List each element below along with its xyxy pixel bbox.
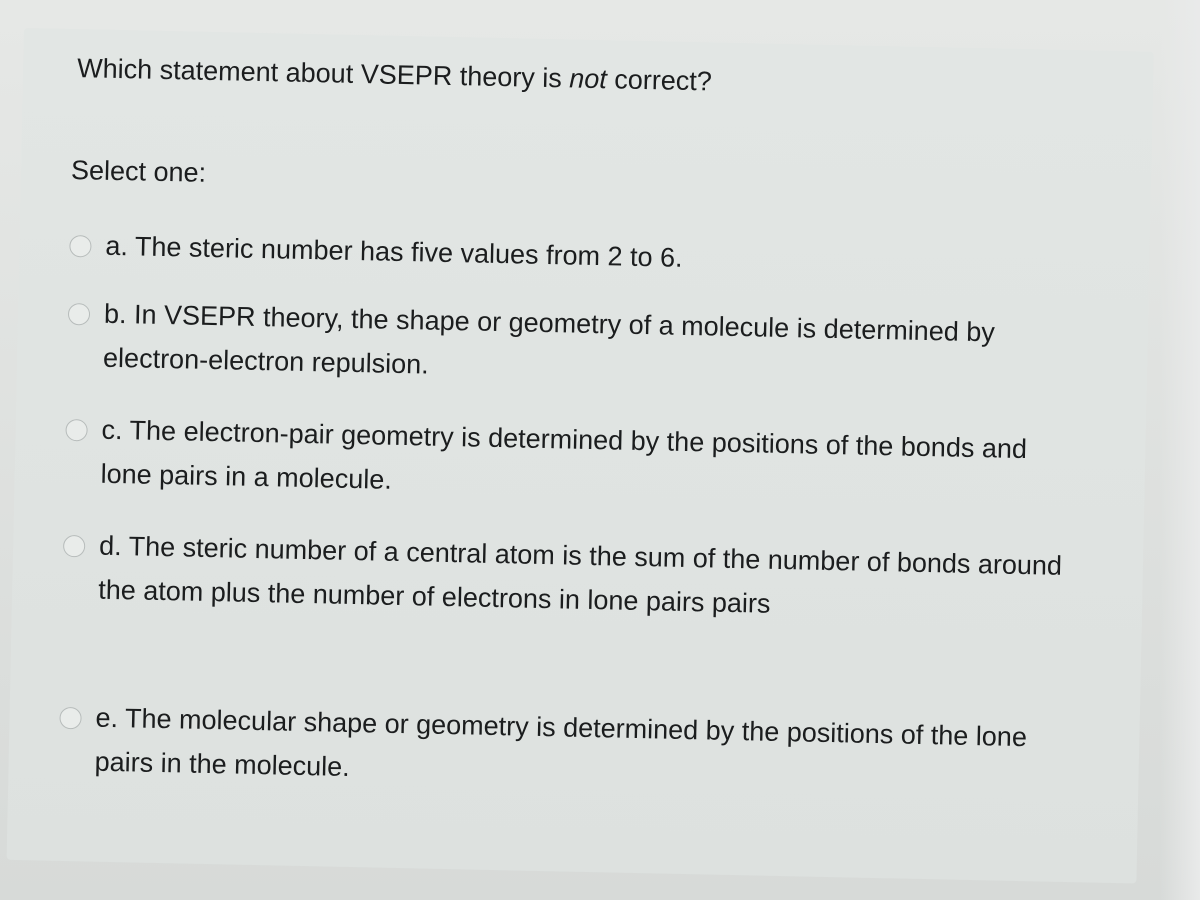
option-c[interactable] [64,413,1065,516]
option-b-text: b. In VSEPR theory, the shape or geometry of a molecule is determined by electron-electron repulsion. [102,298,996,380]
question-emphasis: not [568,63,608,95]
radio-button-c[interactable] [65,419,87,441]
question-prefix: Which statement about VSEPR theory is [76,53,570,94]
option-e-text: e. The molecular shape or geometry is determined by the positions of the lone pairs in the molecule. [94,702,1028,782]
option-b[interactable] [67,297,1068,400]
option-a-text: a. The steric number has five values from 2 to 6. [105,230,683,273]
question-suffix: correct? [606,64,713,97]
question-text [77,53,712,97]
radio-button-e[interactable] [59,707,81,729]
option-c-text: c. The electron-pair geometry is determined by the positions of the bonds and lone pairs in a molecule. [100,414,1028,495]
radio-button-a[interactable] [69,235,91,257]
option-d-text: d. The steric number of a central atom is the sum of the number of bonds around the atom plus the number of electrons in lone pairs pairs [97,530,1063,619]
quiz-card [7,28,1154,883]
radio-button-b[interactable] [68,303,90,325]
radio-button-d[interactable] [63,535,85,557]
option-d[interactable] [62,529,1063,632]
option-e[interactable] [58,701,1059,804]
select-one-label: Select one: [70,155,207,188]
page-edge-shade [1160,0,1200,900]
option-a[interactable] [69,229,1070,288]
